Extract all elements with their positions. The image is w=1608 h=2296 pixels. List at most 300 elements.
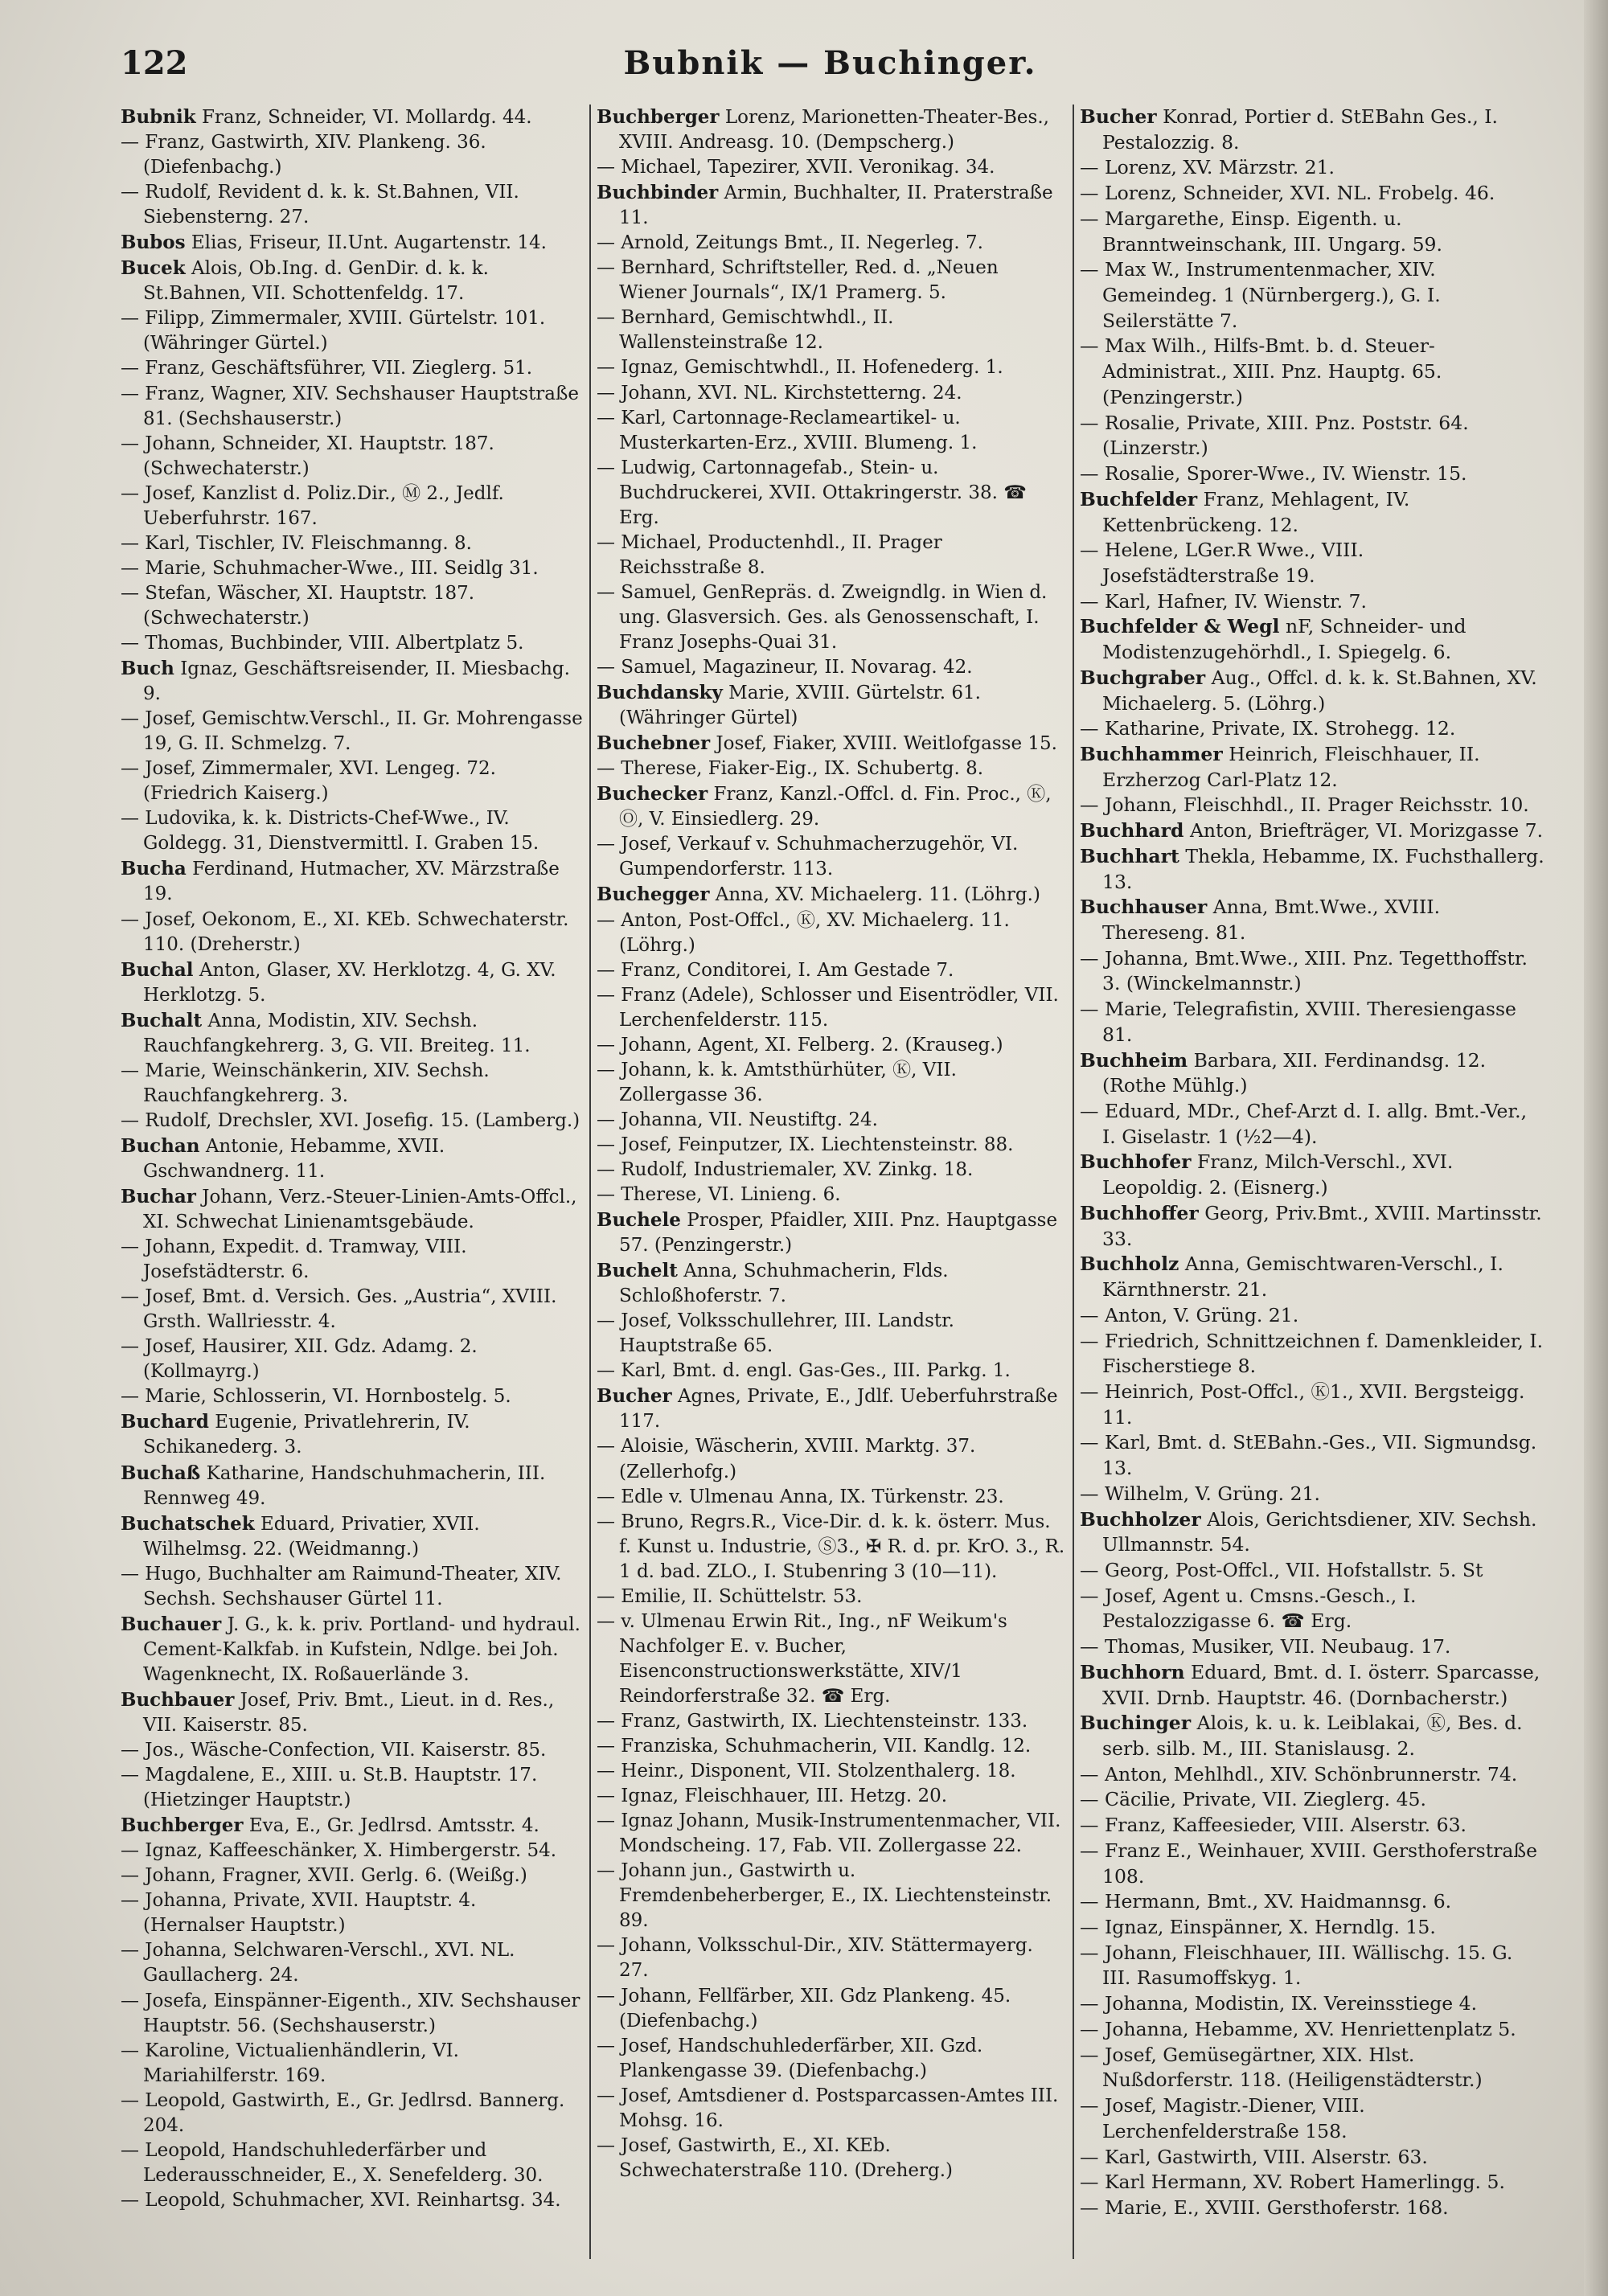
directory-entry bbox=[1080, 1150, 1546, 1200]
directory-entry bbox=[1080, 844, 1546, 895]
entry-text: Lorenz, Marionetten-Theater-Bes., XVIII. Andreasg. 10. (Dempscherg.) bbox=[619, 107, 1049, 154]
directory-entry bbox=[1080, 2043, 1546, 2093]
entry-text: Anna, Gemischtwaren-Verschl., I. Kärnthnerstr. 21. bbox=[1102, 1253, 1503, 1302]
directory-entry bbox=[597, 406, 1067, 456]
directory-entry bbox=[1080, 1303, 1546, 1329]
directory-entry bbox=[121, 1109, 583, 1134]
directory-entry bbox=[121, 556, 583, 581]
entry-text: — Ignaz, Einspänner, X. Herndlg. 15. bbox=[1080, 1916, 1436, 1939]
entry-headword: Buchebner bbox=[597, 732, 711, 755]
entry-text: — Josef, Agent u. Cmsns.-Gesch., I. Pestalozzigasse 6. ☎ Erg. bbox=[1080, 1584, 1417, 1633]
entry-text: Alois, Gerichtsdiener, XIV. Sechsh. Ullmannstr. 54. bbox=[1102, 1507, 1537, 1556]
entry-headword: Buchegger bbox=[597, 884, 710, 906]
directory-entry bbox=[121, 1863, 583, 1888]
entry-text: — Bernhard, Gemischtwhdl., II. Wallensteinstraße 12. bbox=[597, 307, 894, 354]
directory-entry bbox=[597, 256, 1067, 305]
entry-text: — Marie, Telegrafistin, XVIII. Theresiengasse 81. bbox=[1080, 998, 1516, 1046]
directory-entry bbox=[121, 432, 583, 482]
entry-text: — Helene, LGer.R Wwe., VIII. Josefstädterstraße 19. bbox=[1080, 539, 1364, 587]
directory-entry bbox=[1080, 1915, 1546, 1941]
directory-entry bbox=[121, 105, 583, 130]
entry-text: — Ludwig, Cartonnagefab., Stein- u. Buchdruckerei, XVII. Ottakringerstr. 38. ☎ Erg. bbox=[597, 457, 1027, 528]
directory-entry bbox=[1080, 207, 1546, 257]
entry-text: — Karl, Bmt. d. StEBahn.-Ges., VII. Sigmundsg. 13. bbox=[1080, 1431, 1537, 1480]
entry-text: — Arnold, Zeitungs Bmt., II. Negerleg. 7. bbox=[597, 232, 983, 254]
directory-entry bbox=[597, 580, 1067, 655]
entry-text: — Margarethe, Einsp. Eigenth. u. Branntweinschank, III. Ungarg. 59. bbox=[1080, 207, 1442, 256]
entry-headword: Buchgraber bbox=[1080, 666, 1206, 689]
entry-text: — Karoline, Victualienhändlerin, VI. Mariahilferstr. 169. bbox=[121, 2040, 459, 2086]
directory-entry bbox=[121, 1059, 583, 1109]
directory-entry bbox=[597, 531, 1067, 580]
entry-text: — Bernhard, Schriftsteller, Red. d. „Neuen Wiener Journals“, IX/1 Pramerg. 5. bbox=[597, 257, 999, 304]
directory-entry bbox=[121, 1409, 583, 1460]
entry-text: — Franz E., Weinhauer, XVIII. Gersthoferstraße 108. bbox=[1080, 1839, 1538, 1888]
directory-entry bbox=[121, 180, 583, 230]
directory-entry bbox=[597, 1734, 1067, 1759]
directory-entry bbox=[121, 2138, 583, 2188]
entry-text: Alois, Ob.Ing. d. GenDir. d. k. k. St.Bahnen, VII. Schottenfeldg. 17. bbox=[143, 258, 489, 305]
entry-text: — v. Ulmenau Erwin Rit., Ing., nF Weikum's Nachfolger E. v. Bucher, Eisenconstructionswerkstätte, XIV/1 Reindorferstraße 32. ☎ Erg. bbox=[597, 1610, 1007, 1707]
entry-text: — Therese, Fiaker-Eig., IX. Schubertg. 8. bbox=[597, 758, 984, 780]
entry-text: Katharine, Handschuhmacherin, III. Rennweg 49. bbox=[143, 1462, 546, 1509]
entry-text: Heinrich, Fleischhauer, II. Erzherzog Carl-Platz 12. bbox=[1102, 742, 1480, 791]
entry-text: — Michael, Tapezirer, XVII. Veronikag. 34. bbox=[597, 157, 995, 178]
directory-entry bbox=[121, 957, 583, 1008]
entry-text: Eduard, Privatier, XVII. Wilhelmsg. 22. (Weidmanng.) bbox=[143, 1513, 480, 1560]
directory-entry bbox=[1080, 1762, 1546, 1788]
entry-text: Ignaz, Geschäftsreisender, II. Miesbachg. 9. bbox=[143, 658, 570, 705]
entry-text: — Ignaz, Gemischtwhdl., II. Hofenederg. 1. bbox=[597, 357, 1003, 379]
entry-text: Thekla, Hebamme, IX. Fuchsthallerg. 13. bbox=[1102, 844, 1544, 893]
entry-text: — Josef, Gemischtw.Verschl., II. Gr. Mohrengasse 19, G. II. Schmelzg. 7. bbox=[121, 708, 583, 755]
entry-text: Prosper, Pfaidler, XIII. Pnz. Hauptgasse 57. (Penzingerstr.) bbox=[619, 1210, 1058, 1257]
entry-headword: Bucek bbox=[121, 257, 186, 280]
directory-entry bbox=[121, 1184, 583, 1235]
directory-entry bbox=[1080, 181, 1546, 207]
entry-text: — Filipp, Zimmermaler, XVIII. Gürtelstr. 101. (Währinger Gürtel.) bbox=[121, 308, 546, 355]
entry-text: — Franz, Kaffeesieder, VIII. Alserstr. 63. bbox=[1080, 1814, 1466, 1837]
entry-text: — Aloisie, Wäscherin, XVIII. Marktg. 37. (Zellerhofg.) bbox=[597, 1436, 976, 1482]
entry-headword: Buchbinder bbox=[597, 182, 719, 204]
directory-entry bbox=[1080, 742, 1546, 793]
entry-text: — Cäcilie, Private, VII. Zieglerg. 45. bbox=[1080, 1788, 1426, 1811]
directory-entry bbox=[1080, 946, 1546, 997]
entry-headword: Bucher bbox=[597, 1385, 672, 1408]
directory-entry bbox=[1080, 1048, 1546, 1099]
entry-text: — Heinrich, Post-Offcl., Ⓚ1., XVII. Bergsteigg. 11. bbox=[1080, 1380, 1525, 1429]
column-2 bbox=[597, 105, 1067, 2259]
directory-entry bbox=[597, 1609, 1067, 1709]
entry-text: — Heinr., Disponent, VII. Stolzenthalerg. 18. bbox=[597, 1761, 1016, 1782]
entry-text: Elias, Friseur, II.Unt. Augartenstr. 14. bbox=[185, 232, 547, 254]
directory-entry bbox=[121, 806, 583, 856]
entry-text: — Josef, Bmt. d. Versich. Ges. „Austria“, XVIII. Grsth. Wallriesstr. 4. bbox=[121, 1286, 557, 1333]
entry-text: — Karl, Tischler, IV. Fleischmanng. 8. bbox=[121, 532, 472, 554]
entry-text: — Johann, Expedit. d. Tramway, VIII. Josefstädterstr. 6. bbox=[121, 1236, 467, 1283]
directory-entry bbox=[1080, 538, 1546, 588]
entry-text: — Josef, Gastwirth, E., XI. KEb. Schwechaterstraße 110. (Dreherg.) bbox=[597, 2134, 954, 2181]
entry-text: Ferdinand, Hutmacher, XV. Märzstraße 19. bbox=[143, 859, 560, 905]
entry-text: Georg, Priv.Bmt., XVIII. Martinsstr. 33. bbox=[1102, 1201, 1542, 1250]
entry-text: — Johann, Fleischhauer, III. Wällischg. 15. G. III. Rasumoffskyg. 1. bbox=[1080, 1941, 1513, 1990]
entry-text: — Franz, Geschäftsführer, VII. Zieglerg. 51. bbox=[121, 358, 533, 379]
directory-entry bbox=[597, 1183, 1067, 1207]
entry-headword: Buchberger bbox=[121, 1814, 244, 1837]
entry-text: — Johann, Schneider, XI. Hauptstr. 187. (Schwechaterstr.) bbox=[121, 433, 494, 479]
entry-text: — Anton, V. Grüng. 21. bbox=[1080, 1303, 1299, 1326]
entry-text: — Lorenz, Schneider, XVI. NL. Frobelg. 46. bbox=[1080, 182, 1495, 205]
directory-entry bbox=[597, 1309, 1067, 1359]
directory-entry bbox=[1080, 1813, 1546, 1839]
entry-text: — Rudolf, Revident d. k. k. St.Bahnen, VII. Siebensterng. 27. bbox=[121, 182, 519, 228]
entry-text: — Franz, Wagner, XIV. Sechshauser Hauptstraße 81. (Sechshauserstr.) bbox=[121, 383, 579, 429]
entry-text: J. G., k. k. priv. Portland- und hydraul. Cement-Kalkfab. in Kufstein, Ndlge. bei Joh. Wagenknecht, IX. Roßauerlände 3. bbox=[143, 1613, 580, 1685]
directory-entry bbox=[121, 482, 583, 531]
directory-entry bbox=[1080, 2196, 1546, 2221]
directory-entry bbox=[121, 531, 583, 556]
entry-text: — Ignaz, Fleischhauer, III. Hetzg. 20. bbox=[597, 1786, 948, 1807]
directory-entry bbox=[597, 355, 1067, 380]
directory-entry bbox=[1080, 1329, 1546, 1380]
directory-entry bbox=[1080, 1941, 1546, 1991]
entry-text: — Marie, Weinschänkerin, XIV. Sechsh. Rauchfangkehrerg. 3. bbox=[121, 1060, 490, 1106]
directory-entry bbox=[597, 2034, 1067, 2084]
entry-text: — Josef, Gemüsegärtner, XIX. Hlst. Nußdorferstr. 118. (Heiligenstädterstr.) bbox=[1080, 2043, 1483, 2092]
entry-text: Anna, XV. Michaelerg. 11. (Löhrg.) bbox=[709, 884, 1040, 906]
entry-text: Anna, Bmt.Wwe., XVIII. Thereseng. 81. bbox=[1102, 896, 1441, 944]
entry-text: — Rudolf, Industriemaler, XV. Zinkg. 18. bbox=[597, 1158, 974, 1180]
entry-text: — Michael, Productenhdl., II. Prager Reichsstraße 8. bbox=[597, 531, 942, 578]
directory-entry bbox=[1080, 105, 1546, 155]
directory-entry bbox=[597, 180, 1067, 231]
directory-entry bbox=[121, 2188, 583, 2213]
directory-entry bbox=[121, 1285, 583, 1335]
entry-headword: Bubos bbox=[121, 232, 186, 254]
page-header bbox=[121, 44, 1540, 100]
page-edge-shadow bbox=[1584, 0, 1608, 2296]
entry-text: — Josef, Kanzlist d. Poliz.Dir., Ⓜ 2., Jedlf. Ueberfuhrstr. 167. bbox=[121, 482, 504, 529]
entry-headword: Buchecker bbox=[597, 783, 708, 806]
directory-entry bbox=[1080, 1634, 1546, 1660]
directory-entry bbox=[1080, 1380, 1546, 1430]
directory-entry bbox=[1080, 1711, 1546, 1761]
entry-text: Franz, Schneider, VI. Mollardg. 44. bbox=[195, 107, 532, 128]
entry-text: — Josef, Feinputzer, IX. Liechtensteinstr. 88. bbox=[597, 1134, 1014, 1155]
entry-headword: Buchfelder & Wegl bbox=[1080, 615, 1280, 638]
entry-headword: Buchar bbox=[121, 1186, 196, 1208]
directory-entry bbox=[121, 1938, 583, 1988]
directory-entry bbox=[121, 1008, 583, 1059]
entry-text: Franz, Mehlagent, IV. Kettenbrückeng. 12. bbox=[1102, 487, 1410, 536]
entry-text: — Johanna, Bmt.Wwe., XIII. Pnz. Tegetthoffstr. 3. (Winckelmannstr.) bbox=[1080, 946, 1528, 995]
entry-text: Agnes, Private, E., Jdlf. Ueberfuhrstraße 117. bbox=[619, 1386, 1058, 1433]
directory-entry bbox=[1080, 155, 1546, 181]
directory-entry bbox=[597, 1809, 1067, 1859]
directory-entry bbox=[1080, 2170, 1546, 2196]
directory-entry bbox=[597, 1033, 1067, 1058]
entry-text: — Hermann, Bmt., XV. Haidmannsg. 6. bbox=[1080, 1890, 1452, 1913]
entry-text: — Josef, Handschuhlederfärber, XII. Gzd. Plankengasse 39. (Diefenbachg.) bbox=[597, 2035, 983, 2081]
directory-entry bbox=[597, 680, 1067, 731]
entry-headword: Buch bbox=[121, 658, 174, 680]
directory-entry bbox=[1080, 1991, 1546, 2017]
entry-text: — Marie, Schuhmacher-Wwe., III. Seidlg 31. bbox=[121, 557, 539, 579]
entry-text: Franz, Milch-Verschl., XVI. Leopoldig. 2. (Eisnerg.) bbox=[1102, 1150, 1454, 1199]
directory-entry bbox=[121, 1511, 583, 1562]
entry-headword: Bubnik bbox=[121, 106, 196, 128]
directory-entry bbox=[1080, 2145, 1546, 2171]
directory-entry bbox=[597, 1058, 1067, 1108]
entry-text: Anna, Schuhmacherin, Flds. Schloßhoferstr. 7. bbox=[619, 1261, 949, 1307]
entry-headword: Buchheim bbox=[1080, 1048, 1188, 1072]
entry-text: Antonie, Hebamme, XVII. Gschwandnerg. 11. bbox=[143, 1135, 445, 1182]
directory-entry bbox=[597, 1859, 1067, 1933]
entry-headword: Buchholzer bbox=[1080, 1507, 1201, 1531]
entry-text: — Max Wilh., Hilfs-Bmt. b. d. Steuer-Administrat., XIII. Pnz. Hauptg. 65. (Penzingerstr.) bbox=[1080, 334, 1442, 408]
entry-text: Aug., Offcl. d. k. k. St.Bahnen, XV. Michaelerg. 5. (Löhrg.) bbox=[1102, 666, 1537, 715]
entry-text: Eugenie, Privatlehrerin, IV. Schikanederg. 3. bbox=[143, 1412, 470, 1458]
directory-entry bbox=[597, 155, 1067, 180]
directory-entry bbox=[597, 1709, 1067, 1734]
entry-text: — Josef, Hausirer, XII. Gdz. Adamg. 2. (Kollmayrg.) bbox=[121, 1336, 478, 1383]
directory-entry bbox=[121, 581, 583, 631]
directory-entry bbox=[121, 306, 583, 356]
directory-entry bbox=[121, 856, 583, 907]
entry-text: Armin, Buchhalter, II. Praterstraße 11. bbox=[619, 182, 1053, 229]
directory-entry bbox=[1080, 666, 1546, 716]
entry-text: — Stefan, Wäscher, XI. Hauptstr. 187. (Schwechaterstr.) bbox=[121, 582, 475, 629]
entry-text: — Karl, Hafner, IV. Wienstr. 7. bbox=[1080, 589, 1367, 613]
entry-text: Josef, Priv. Bmt., Lieut. in d. Res., VII. Kaiserstr. 85. bbox=[143, 1689, 555, 1736]
entry-headword: Buchan bbox=[121, 1134, 200, 1157]
entry-text: — Marie, E., XVIII. Gersthoferstr. 168. bbox=[1080, 2196, 1449, 2219]
directory-entry bbox=[597, 1485, 1067, 1510]
entry-headword: Buchhauser bbox=[1080, 896, 1208, 919]
entry-text: — Josef, Oekonom, E., XI. KEb. Schwechaterstr. 110. (Dreherstr.) bbox=[121, 908, 569, 955]
entry-text: — Franziska, Schuhmacherin, VII. Kandlg. 12. bbox=[597, 1736, 1032, 1757]
directory-entry bbox=[597, 1384, 1067, 1434]
entry-text: — Leopold, Handschuhlederfärber und Lederausschneider, E., X. Senefelderg. 30. bbox=[121, 2139, 544, 2186]
directory-entry bbox=[121, 1384, 583, 1409]
directory-entry bbox=[1080, 1787, 1546, 1813]
directory-entry bbox=[121, 908, 583, 957]
directory-entry bbox=[1080, 1660, 1546, 1711]
entry-text: Konrad, Portier d. StEBahn Ges., I. Pestalozzig. 8. bbox=[1102, 105, 1499, 154]
directory-entry bbox=[121, 256, 583, 306]
directory-entry bbox=[121, 1687, 583, 1738]
entry-text: Anna, Modistin, XIV. Sechsh. Rauchfangkehrerg. 3, G. VII. Breiteg. 11. bbox=[143, 1010, 531, 1056]
directory-entry bbox=[597, 2084, 1067, 2134]
directory-entry bbox=[597, 1510, 1067, 1585]
directory-entry bbox=[597, 1133, 1067, 1158]
directory-entry bbox=[121, 1562, 583, 1612]
entry-text: — Katharine, Private, IX. Strohegg. 12. bbox=[1080, 717, 1456, 740]
directory-entry bbox=[597, 1108, 1067, 1133]
entry-text: — Georg, Post-Offcl., VII. Hofstallstr. 5. St bbox=[1080, 1558, 1483, 1581]
directory-entry bbox=[597, 1258, 1067, 1309]
entry-text: — Karl, Bmt. d. engl. Gas-Ges., III. Parkg. 1. bbox=[597, 1360, 1011, 1382]
entry-text: — Johann, Agent, XI. Felberg. 2. (Krauseg.) bbox=[597, 1034, 1003, 1056]
entry-text: — Wilhelm, V. Grüng. 21. bbox=[1080, 1482, 1320, 1505]
running-title: Bubnik — Buchinger. bbox=[623, 44, 1037, 82]
directory-entry bbox=[597, 655, 1067, 680]
directory-entry bbox=[597, 983, 1067, 1033]
entry-text: — Edle v. Ulmenau Anna, IX. Türkenstr. 23. bbox=[597, 1486, 1004, 1507]
directory-entry bbox=[121, 1461, 583, 1511]
directory-entry bbox=[597, 105, 1067, 155]
entry-headword: Buchholz bbox=[1080, 1253, 1179, 1276]
directory-entry bbox=[597, 882, 1067, 908]
directory-entry bbox=[121, 656, 583, 707]
directory-entry bbox=[1080, 1201, 1546, 1252]
entry-text: — Eduard, MDr., Chef-Arzt d. I. allg. Bmt.-Ver., I. Giselastr. 1 (½2—4). bbox=[1080, 1100, 1528, 1148]
directory-entry bbox=[597, 231, 1067, 256]
directory-entry bbox=[1080, 1482, 1546, 1507]
entry-text: — Johann, Fragner, XVII. Gerlg. 6. (Weißg.) bbox=[121, 1865, 527, 1887]
entry-text: — Johann, Fellfärber, XII. Gdz Plankeng. 45. (Diefenbachg.) bbox=[597, 1985, 1011, 2032]
directory-entry bbox=[1080, 2017, 1546, 2043]
directory-entry bbox=[1080, 1889, 1546, 1915]
entry-text: — Thomas, Buchbinder, VIII. Albertplatz 5. bbox=[121, 632, 524, 654]
entry-text: — Johanna, Hebamme, XV. Henriettenplatz 5. bbox=[1080, 2017, 1516, 2040]
entry-text: — Emilie, II. Schüttelstr. 53. bbox=[597, 1585, 863, 1607]
column-divider-2 bbox=[1073, 105, 1074, 2259]
entry-headword: Buchhorn bbox=[1080, 1660, 1185, 1683]
directory-entry bbox=[1080, 2093, 1546, 2144]
entry-text: — Johanna, Modistin, IX. Vereinsstiege 4. bbox=[1080, 1992, 1478, 2015]
directory-entry bbox=[1080, 589, 1546, 615]
directory-entry bbox=[1080, 793, 1546, 818]
entry-headword: Buchhofer bbox=[1080, 1150, 1192, 1174]
entry-text: — Johanna, VII. Neustiftg. 24. bbox=[597, 1109, 878, 1130]
entry-text: — Johann, Fleischhdl., II. Prager Reichsstr. 10. bbox=[1080, 793, 1529, 817]
directory-entry bbox=[121, 631, 583, 656]
directory-entry bbox=[121, 2039, 583, 2089]
column-divider-1 bbox=[589, 105, 591, 2259]
directory-entry bbox=[597, 832, 1067, 882]
directory-entry bbox=[597, 1158, 1067, 1183]
directory-entry bbox=[121, 1989, 583, 2039]
directory-entry bbox=[1080, 1584, 1546, 1634]
entry-headword: Bucher bbox=[1080, 105, 1157, 128]
directory-entry bbox=[597, 1207, 1067, 1258]
entry-text: — Johann, k. k. Amtsthürhüter, Ⓚ, VII. Zollergasse 36. bbox=[597, 1059, 957, 1105]
directory-entry bbox=[121, 1888, 583, 1938]
entry-text: Franz, Kanzl.-Offcl. d. Fin. Proc., Ⓚ, Ⓞ, V. Einsiedlerg. 29. bbox=[619, 784, 1052, 830]
directory-entry bbox=[121, 1839, 583, 1863]
directory-entry bbox=[597, 1933, 1067, 1983]
directory-entry bbox=[121, 1335, 583, 1384]
entry-text: — Josefa, Einspänner-Eigenth., XIV. Sechshauser Hauptstr. 56. (Sechshauserstr.) bbox=[121, 1990, 580, 2036]
entry-headword: Buchbauer bbox=[121, 1688, 235, 1711]
entry-text: Anton, Briefträger, VI. Morizgasse 7. bbox=[1183, 819, 1544, 843]
directory-entry bbox=[597, 781, 1067, 832]
entry-text: — Leopold, Schuhmacher, XVI. Reinhartsg. 34. bbox=[121, 2189, 561, 2211]
entry-text: — Josef, Zimmermaler, XVI. Lengeg. 72. (Friedrich Kaiserg.) bbox=[121, 758, 496, 805]
entry-text: — Rosalie, Sporer-Wwe., IV. Wienstr. 15. bbox=[1080, 462, 1467, 486]
entry-headword: Buchdansky bbox=[597, 682, 723, 704]
directory-entry bbox=[121, 756, 583, 806]
directory-entry bbox=[121, 382, 583, 432]
entry-text: — Lorenz, XV. Märzstr. 21. bbox=[1080, 156, 1335, 179]
entry-text: — Magdalene, E., XIII. u. St.B. Hauptstr. 17. (Hietzinger Hauptstr.) bbox=[121, 1765, 538, 1811]
directory-entry bbox=[597, 756, 1067, 781]
column-1 bbox=[121, 105, 583, 2259]
page-number: 122 bbox=[121, 44, 188, 82]
entry-text: — Ludovika, k. k. Districts-Chef-Wwe., IV. Goldegg. 31, Dienstvermittl. I. Graben 15. bbox=[121, 808, 539, 855]
directory-entry bbox=[121, 1813, 583, 1839]
directory-entry bbox=[1080, 1558, 1546, 1584]
entry-headword: Bucha bbox=[121, 858, 187, 880]
entry-headword: Buchaß bbox=[121, 1462, 201, 1484]
entry-text: — Karl, Gastwirth, VIII. Alserstr. 63. bbox=[1080, 2145, 1428, 2168]
directory-entry bbox=[597, 1434, 1067, 1484]
entry-text: Alois, k. u. k. Leiblakai, Ⓚ, Bes. d. serb. silb. M., III. Stanislausg. 2. bbox=[1102, 1712, 1523, 1760]
directory-entry bbox=[1080, 487, 1546, 538]
directory-entry bbox=[121, 1738, 583, 1763]
entry-headword: Buchhard bbox=[1080, 819, 1184, 843]
directory-entry bbox=[597, 731, 1067, 756]
entry-text: — Rosalie, Private, XIII. Pnz. Poststr. 64. (Linzerstr.) bbox=[1080, 411, 1469, 460]
directory-entry bbox=[1080, 997, 1546, 1048]
entry-text: Josef, Fiaker, XVIII. Weitlofgasse 15. bbox=[710, 733, 1057, 755]
entry-headword: Buchfelder bbox=[1080, 487, 1198, 510]
entry-text: — Josef, Volksschullehrer, III. Landstr. Hauptstraße 65. bbox=[597, 1310, 954, 1357]
entry-text: Anton, Glaser, XV. Herklotzg. 4, G. XV. Herklotzg. 5. bbox=[143, 959, 556, 1006]
entry-headword: Buchhoffer bbox=[1080, 1201, 1199, 1224]
directory-entry bbox=[597, 1759, 1067, 1784]
directory-entry bbox=[121, 2089, 583, 2138]
directory-entry bbox=[597, 1784, 1067, 1809]
entry-headword: Buchauer bbox=[121, 1613, 222, 1635]
entry-headword: Buchberger bbox=[597, 106, 720, 128]
entry-headword: Buchal bbox=[121, 958, 194, 981]
directory-entry bbox=[597, 958, 1067, 983]
entry-text: — Anton, Post-Offcl., Ⓚ, XV. Michaelerg. 11. (Löhrg.) bbox=[597, 909, 1010, 956]
entry-text: — Bruno, Regrs.R., Vice-Dir. d. k. k. österr. Mus. f. Kunst u. Industrie, Ⓢ3., ✠ R. d. pr. KrO. 3., R. 1 d. bad. ZLO., I. Stubenring 3 (10—11). bbox=[597, 1511, 1065, 1582]
directory-entry bbox=[1080, 1099, 1546, 1150]
directory-entry bbox=[121, 1134, 583, 1184]
directory-entry bbox=[1080, 334, 1546, 410]
directory-entry bbox=[121, 356, 583, 381]
directory-entry bbox=[1080, 716, 1546, 742]
entry-text: — Anton, Mehlhdl., XIV. Schönbrunnerstr. 74. bbox=[1080, 1762, 1518, 1786]
entry-text: Eduard, Bmt. d. I. österr. Sparcasse, XVII. Drnb. Hauptstr. 46. (Dornbacherstr.) bbox=[1102, 1660, 1540, 1709]
entry-text: — Ignaz, Kaffeeschänker, X. Himbergerstr. 54. bbox=[121, 1840, 557, 1862]
entry-text: Johann, Verz.-Steuer-Linien-Amts-Offcl., XI. Schwechat Linienamtsgebäude. bbox=[143, 1187, 577, 1233]
entry-text: — Thomas, Musiker, VII. Neubaug. 17. bbox=[1080, 1635, 1451, 1658]
entry-text: — Johann, Volksschul-Dir., XIV. Stättermayerg. 27. bbox=[597, 1935, 1033, 1982]
directory-entry bbox=[597, 305, 1067, 355]
entry-text: — Josef, Amtsdiener d. Postsparcassen-Amtes III. Mohsg. 16. bbox=[597, 2085, 1059, 2131]
entry-headword: Buchelt bbox=[597, 1260, 678, 1282]
entry-text: — Max W., Instrumentenmacher, XIV. Gemeindeg. 1 (Nürnbergerg.), G. I. Seilerstätte 7. bbox=[1080, 258, 1441, 332]
entry-headword: Buchhammer bbox=[1080, 742, 1223, 765]
directory-entry bbox=[597, 908, 1067, 958]
directory-entry bbox=[1080, 895, 1546, 945]
entry-text: — Jos., Wäsche-Confection, VII. Kaiserstr. 85. bbox=[121, 1740, 547, 1761]
entry-text: — Franz, Gastwirth, XIV. Plankeng. 36. (Diefenbachg.) bbox=[121, 132, 486, 178]
directory-entry bbox=[1080, 614, 1546, 665]
directory-entry bbox=[1080, 1507, 1546, 1558]
directory-entry bbox=[597, 1359, 1067, 1384]
directory-entry bbox=[121, 230, 583, 256]
entry-headword: Buchinger bbox=[1080, 1712, 1192, 1735]
entry-headword: Buchele bbox=[597, 1209, 681, 1232]
entry-text: — Johann jun., Gastwirth u. Fremdenbeherberger, E., IX. Liechtensteinstr. 89. bbox=[597, 1860, 1052, 1932]
entry-text: Marie, XVIII. Gürtelstr. 61. (Währinger Gürtel) bbox=[619, 683, 981, 729]
